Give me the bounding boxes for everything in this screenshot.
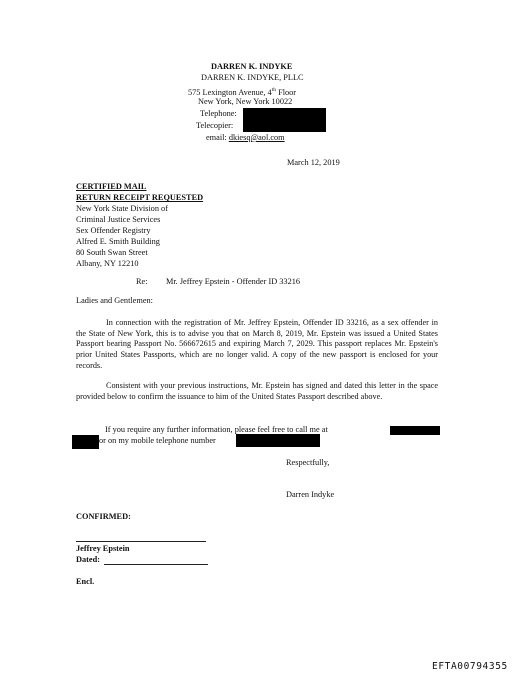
signature-line (76, 541, 206, 542)
telephone-label: Telephone: (200, 109, 237, 118)
mobile-redaction (236, 434, 320, 447)
email-link[interactable]: dkiesq@aol.com (228, 133, 285, 142)
bates-number: EFTA00794355 (432, 661, 508, 672)
email-line (206, 133, 285, 144)
salutation: Ladies and Gentlemen: (76, 296, 153, 305)
confirmed-label: CONFIRMED: (76, 512, 131, 521)
letterhead-floor-sup: th (271, 87, 277, 93)
mailing-line-1: CERTIFIED MAIL (76, 182, 147, 191)
phone-redaction-continued (72, 435, 99, 449)
letterhead-city: New York, New York 10022 (198, 97, 293, 106)
recipient-line: 80 South Swan Street (76, 248, 148, 257)
phone-redaction (390, 426, 440, 435)
mailing-line-2: RETURN RECEIPT REQUESTED (76, 193, 204, 202)
body-paragraph-2: Consistent with your previous instructions, Mr. Epstein has signed and dated this letter in the space provided below to confirm the issuance to him of the United States Passport described above. (76, 381, 438, 401)
letter-date: March 12, 2019 (287, 158, 340, 167)
contact-line-2: or on my mobile telephone number (99, 436, 216, 445)
body-paragraph-1: In connection with the registration of Mr. Jeffrey Epstein, Offender ID 33216, as a sex offender in the State of New York, this is to advise you that on March 8, 2019, Mr. Epstein was issued a United States Passport bearing Passport No. 566672615 and expiring March 7, 2029. This passport replaces Mr. Epstein's prior United States Passports, which are no longer valid. A copy of the new passport is enclosed for your records. (76, 318, 438, 370)
enclosure: Encl. (76, 577, 95, 586)
recipient-line: Criminal Justice Services (76, 215, 161, 224)
recipient-line: New York State Division of (76, 204, 168, 213)
recipient-line: Sex Offender Registry (76, 226, 151, 235)
recipient-line: Alfred E. Smith Building (76, 237, 160, 246)
contact-line-1: If you require any further information, please feel free to call me at (105, 425, 328, 434)
closing: Respectfully, (286, 458, 330, 467)
letterhead-floor: Floor (276, 87, 297, 97)
email-label: email: (206, 133, 229, 142)
letterhead-name: DARREN K. INDYKE (211, 62, 293, 71)
signer-name: Darren Indyke (286, 490, 335, 499)
dated-label: Dated: (76, 555, 100, 564)
confirmer-name: Jeffrey Epstein (76, 544, 130, 553)
letterhead-firm: DARREN K. INDYKE, PLLC (201, 73, 304, 82)
recipient-line: Albany, NY 12210 (76, 259, 139, 268)
re-label: Re: (136, 277, 148, 286)
re-text: Mr. Jeffrey Epstein - Offender ID 33216 (166, 277, 301, 286)
letterhead-street-text: 575 Lexington Avenue, 4 (188, 87, 272, 97)
telecopier-redaction (243, 120, 326, 132)
date-line (104, 564, 208, 565)
telecopier-label: Telecopier: (196, 121, 234, 130)
